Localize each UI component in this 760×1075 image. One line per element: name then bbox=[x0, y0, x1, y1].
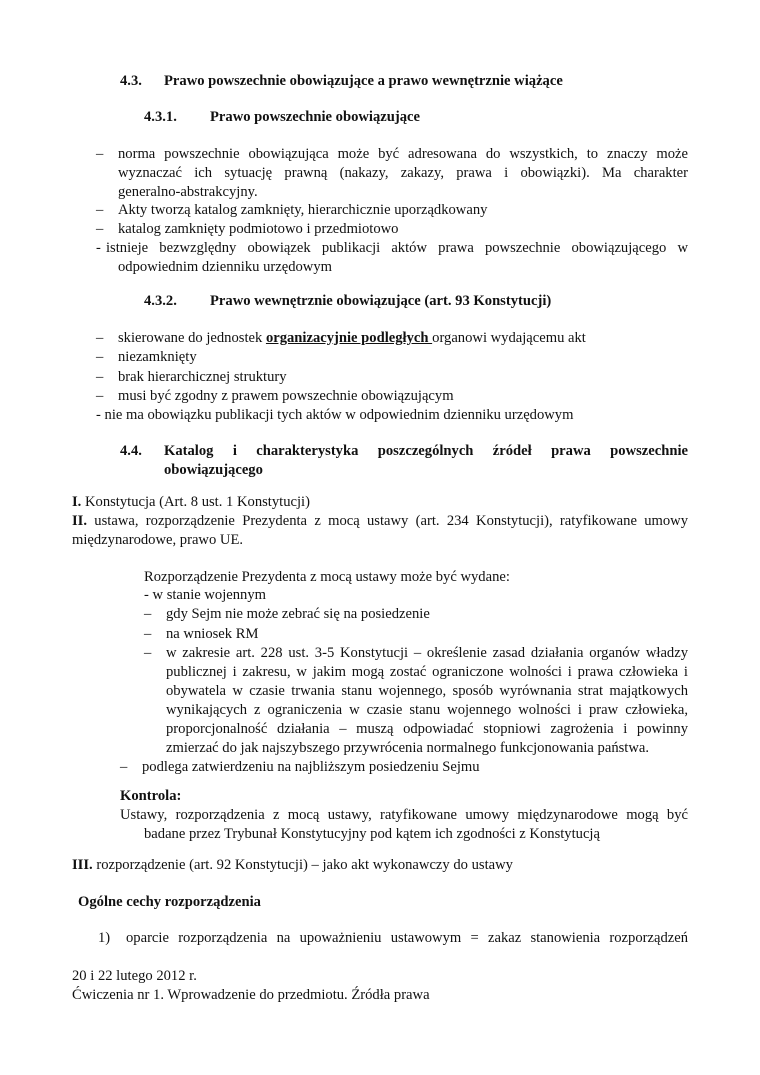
footer-course: Ćwiczenia nr 1. Wprowadzenie do przedmiotu. Źródła prawa bbox=[72, 987, 430, 1003]
list-item-text: istnieje bezwzględny obowiązek publikacji aktów prawa powszechnie obowiązującego w bbox=[106, 240, 688, 256]
emphasized-text: organizacyjnie podległych bbox=[265, 330, 433, 346]
dash-bullet: – bbox=[144, 626, 152, 642]
list-item bbox=[144, 605, 430, 624]
list-item-continuation: odpowiednim dzienniku urzędowym bbox=[118, 259, 332, 275]
list-item-text: podlega zatwierdzeniu na najbliższym posiedzeniu Sejmu bbox=[142, 759, 480, 775]
heading-4-3 bbox=[120, 72, 563, 91]
catalog-text: ustawa, rozporządzenie Prezydenta z mocą ustawy (art. 234 Konstytucji), ratyfikowane umowy bbox=[87, 513, 688, 529]
numbered-item-text: oparcie rozporządzenia na upoważnieniu ustawowym = zakaz stanowienia rozporządzeń bbox=[126, 930, 688, 946]
list-item-text bbox=[118, 330, 586, 346]
list-item-text-cont: publicznej i zakresu, w jakim mogą zostać ograniczone wolności i prawa człowieka i bbox=[166, 664, 688, 680]
w-stanie-wojennym: - w stanie wojennym bbox=[144, 587, 266, 603]
list-item bbox=[96, 220, 398, 239]
list-item bbox=[96, 406, 573, 425]
text-segment: skierowane do jednostek bbox=[118, 330, 266, 346]
heading-4-4 bbox=[120, 442, 688, 480]
catalog-text: rozporządzenie (art. 92 Konstytucji) – jako akt wykonawczy do ustawy bbox=[92, 857, 513, 873]
heading-title: Prawo powszechnie obowiązujące a prawo wewnętrznie wiążące bbox=[164, 73, 563, 89]
list-item-text: gdy Sejm nie może zebrać się na posiedzenie bbox=[166, 606, 430, 622]
item-number: 1) bbox=[98, 930, 111, 946]
dash-bullet: – bbox=[96, 369, 104, 385]
text-segment: organowi wydającemu akt bbox=[432, 330, 586, 346]
list-item bbox=[120, 758, 480, 777]
list-item-text: na wniosek RM bbox=[166, 626, 259, 642]
dash-bullet: – bbox=[96, 349, 104, 365]
dash-bullet: – bbox=[96, 221, 104, 237]
footer-date: 20 i 22 lutego 2012 r. bbox=[72, 968, 197, 984]
ogolne-cechy-heading: Ogólne cechy rozporządzenia bbox=[78, 894, 261, 910]
list-item bbox=[96, 387, 454, 406]
catalog-text: Konstytucja (Art. 8 ust. 1 Konstytucji) bbox=[81, 494, 310, 510]
list-item-text: nie ma obowiązku publikacji tych aktów w odpowiednim dzienniku urzędowym bbox=[104, 407, 574, 423]
list-item bbox=[96, 239, 688, 258]
dash-bullet: – bbox=[144, 606, 152, 622]
list-item-text: Akty tworzą katalog zamknięty, hierarchicznie uporządkowany bbox=[118, 202, 488, 218]
roman-label: I. bbox=[72, 494, 82, 510]
kontrola-text-cont: badane przez Trybunał Konstytucyjny pod kątem ich zgodności z Konstytucją bbox=[144, 826, 600, 842]
list-item bbox=[96, 348, 197, 367]
list-item-continuation: wyznaczać ich sytuację prawną (nakazy, zakazy, prawa i obowiązki). Ma charakter bbox=[118, 165, 688, 181]
catalog-item-ii bbox=[72, 512, 688, 550]
numbered-item bbox=[98, 929, 688, 948]
list-item bbox=[144, 644, 688, 758]
dash-bullet: – bbox=[144, 645, 152, 661]
list-item-text: norma powszechnie obowiązująca może być adresowana do wszystkich, to znaczy może bbox=[118, 146, 688, 162]
list-item bbox=[96, 329, 586, 348]
list-item-continuation: generalno-abstrakcyjny. bbox=[118, 184, 258, 200]
heading-number: 4.4. bbox=[120, 443, 142, 459]
heading-title: Prawo wewnętrznie obowiązujące (art. 93 Konstytucji) bbox=[210, 293, 552, 309]
list-item bbox=[96, 145, 688, 164]
list-item-text-cont: proporcjonalność działania – muszą odpowiadać stopniowi zagrożenia i powinny bbox=[166, 721, 688, 737]
heading-number: 4.3. bbox=[120, 73, 142, 89]
hyphen-bullet: - bbox=[96, 240, 101, 256]
dash-bullet: – bbox=[96, 330, 104, 346]
heading-title: Katalog i charakterystyka poszczególnych źródeł prawa powszechnie bbox=[164, 443, 688, 459]
list-item-text-cont: wynikających z ograniczenia w czasie stanu wojennego wolności i praw człowieka, bbox=[166, 702, 688, 718]
list-item-text: niezamknięty bbox=[118, 349, 197, 365]
dash-bullet: – bbox=[96, 146, 104, 162]
catalog-item-i bbox=[72, 493, 310, 512]
heading-4-3-2 bbox=[144, 292, 551, 311]
dash-bullet: – bbox=[96, 202, 104, 218]
list-item-text-cont: zmierzać do jak najszybszego przywrócenia normalnego funkcjonowania państwa. bbox=[166, 740, 650, 756]
catalog-item-iii bbox=[72, 856, 513, 875]
kontrola-text: Ustawy, rozporządzenia z mocą ustawy, ratyfikowane umowy międzynarodowe mogą być bbox=[120, 807, 688, 823]
list-item-text: musi być zgodny z prawem powszechnie obowiązującym bbox=[118, 388, 454, 404]
rozporzadzenie-intro: Rozporządzenie Prezydenta z mocą ustawy może być wydane: bbox=[144, 569, 510, 585]
list-item-text: katalog zamknięty podmiotowo i przedmiotowo bbox=[118, 221, 399, 237]
heading-4-3-1 bbox=[144, 108, 420, 127]
kontrola-label: Kontrola: bbox=[120, 788, 182, 804]
roman-label: III. bbox=[72, 857, 93, 873]
heading-title-cont: obowiązującego bbox=[164, 462, 263, 478]
roman-label: II. bbox=[72, 513, 88, 529]
dash-bullet: – bbox=[96, 388, 104, 404]
heading-title: Prawo powszechnie obowiązujące bbox=[210, 109, 420, 125]
heading-number: 4.3.2. bbox=[144, 293, 177, 309]
heading-number: 4.3.1. bbox=[144, 109, 177, 125]
list-item bbox=[96, 368, 287, 387]
list-item bbox=[144, 625, 258, 644]
list-item-text: brak hierarchicznej struktury bbox=[118, 369, 287, 385]
list-item-text-cont: obywatela w czasie trwania stanu wojennego, sposób wyrównania strat majątkowych bbox=[166, 683, 688, 699]
catalog-text-cont: międzynarodowe, prawo UE. bbox=[72, 532, 244, 548]
list-item-text: w zakresie art. 228 ust. 3-5 Konstytucji – określenie zasad działania organów władzy bbox=[166, 645, 688, 661]
dash-bullet: – bbox=[120, 759, 128, 775]
hyphen-bullet: - bbox=[96, 407, 101, 423]
list-item bbox=[96, 201, 487, 220]
